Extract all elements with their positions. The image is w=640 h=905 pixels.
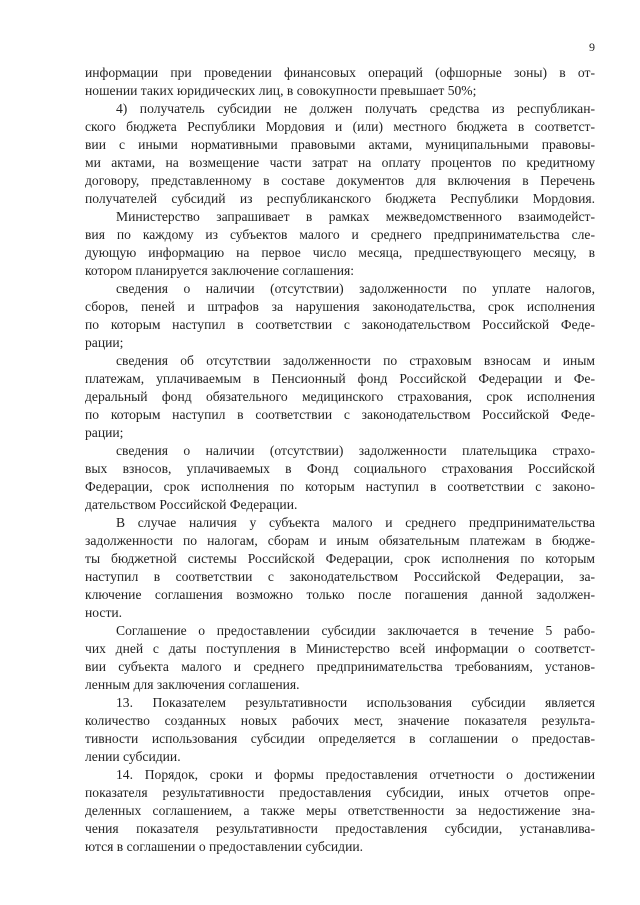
text-line: тивности использования субсидии определяется в соглашении о предостав- — [85, 731, 595, 746]
text-line: сведения о наличии (отсутствии) задолженности плательщика страхо- — [116, 443, 595, 458]
text-line: ми актами, на возмещение части затрат на оплату процентов по кредитному — [85, 155, 595, 170]
text-line: ключение соглашения возможно только после погашения данной задолжен- — [85, 587, 595, 602]
text-line: Соглашение о предоставлении субсидии заключается в течение 5 рабо- — [116, 623, 595, 638]
text-line: договору, представленному в составе документов для включения в Перечень — [85, 173, 595, 188]
text-line: ты бюджетной системы Российской Федерации, срок исполнения по которым — [85, 551, 595, 566]
text-line: ются в соглашении о предоставлении субсидии. — [85, 839, 364, 854]
text-line: информации при проведении финансовых операций (офшорные зоны) в от- — [85, 65, 595, 80]
text-line: рации; — [85, 335, 124, 350]
text-line: вия по каждому из субъектов малого и среднего предпринимательства сле- — [85, 227, 595, 242]
text-line: платежам, уплачиваемым в Пенсионный фонд Российской Федерации и Фе- — [85, 371, 595, 386]
text-line: ношении таких юридических лиц, в совокупности превышает 50%; — [85, 83, 477, 98]
text-line: сведения о наличии (отсутствии) задолженности по уплате налогов, — [116, 281, 595, 296]
text-line: Федерации, срок исполнения по которым наступил в соответствии с законо- — [85, 479, 595, 494]
text-line: В случае наличия у субъекта малого и среднего предпринимательства — [116, 515, 595, 530]
text-line: котором планируется заключение соглашения: — [85, 263, 355, 278]
text-line: ности. — [85, 605, 123, 620]
text-line: лении субсидии. — [85, 749, 181, 764]
text-line: по которым наступил в соответствии с законодательством Российской Феде- — [85, 407, 595, 422]
text-line: дательством Российской Федерации. — [85, 497, 298, 512]
text-line: 4) получатель субсидии не должен получать средства из республикан- — [116, 101, 595, 116]
text-line: по которым наступил в соответствии с законодательством Российской Феде- — [85, 317, 595, 332]
text-line: наступил в соответствии с законодательством Российской Федерации, за- — [85, 569, 595, 584]
text-line: ленным для заключения соглашения. — [85, 677, 300, 692]
text-line: чих дней с даты поступления в Министерство всей информации о соответст- — [85, 641, 595, 656]
text-line: вых взносов, уплачиваемых в Фонд социального страхования Российской — [85, 461, 595, 476]
text-line: сборов, пеней и штрафов за нарушения законодательства, срок исполнения — [85, 299, 595, 314]
text-line: чения показателя результативности предоставления субсидии, устанавлива- — [85, 821, 595, 836]
text-line: 13. Показателем результативности использования субсидии является — [116, 695, 595, 710]
text-line: задолженности по налогам, сборам и иным обязательным платежам в бюдже- — [85, 533, 595, 548]
page-number: 9 — [589, 40, 595, 54]
text-line: вии с иными нормативными правовыми актами, муниципальными правовы- — [85, 137, 595, 152]
text-line: ского бюджета Республики Мордовия и (или) местного бюджета в соответст- — [85, 119, 595, 134]
text-line: дующую информацию на первое число месяца, предшествующего месяцу, в — [85, 245, 595, 260]
text-line: получателей субсидий из республиканского бюджета Республики Мордовия. — [85, 191, 595, 206]
text-line: рации; — [85, 425, 124, 440]
text-line: вии субъекта малого и среднего предпринимательства требованиям, установ- — [85, 659, 595, 674]
text-line: 14. Порядок, сроки и формы предоставления отчетности о достижении — [116, 767, 595, 782]
text-line: сведения об отсутствии задолженности по страховым взносам и иным — [116, 353, 595, 368]
text-line: Министерство запрашивает в рамках межведомственного взаимодейст- — [116, 209, 595, 224]
text-line: деленных соглашением, а также меры ответственности за недостижение зна- — [85, 803, 595, 818]
text-line: показателя результативности предоставления субсидии, иных отчетов опре- — [85, 785, 595, 800]
text-line: количество созданных новых рабочих мест, значение показателя результа- — [85, 713, 595, 728]
text-line: деральный фонд обязательного медицинского страхования, срок исполнения — [85, 389, 595, 404]
